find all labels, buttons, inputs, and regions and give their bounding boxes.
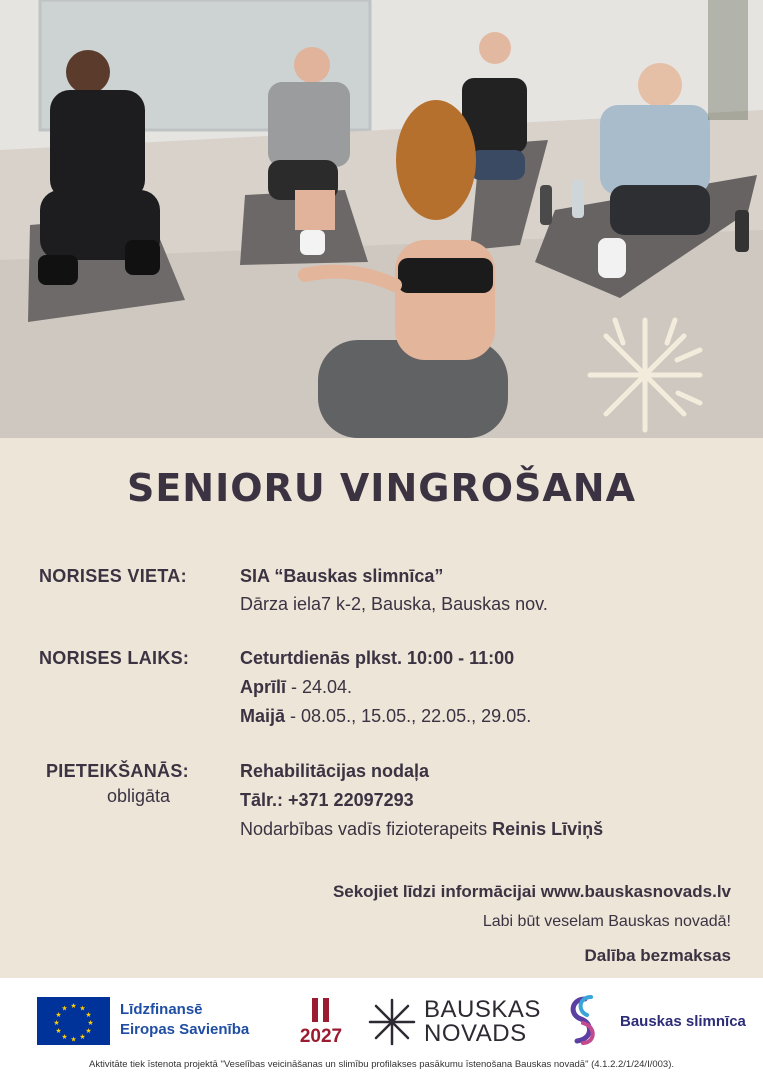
hospital-name: Bauskas slimnīca: [620, 1013, 746, 1030]
april-dates: - 24.04.: [286, 677, 353, 697]
bauska-sunburst-icon: [366, 996, 418, 1048]
leader-line: [240, 819, 603, 840]
follow-link-text: Sekojiet līdzi informācijai www.bauskasnovads.lv: [332, 882, 731, 901]
signup-phone: Tālr.: +371 22097293: [240, 790, 414, 810]
venue-label: NORISES VIETA:: [39, 566, 187, 586]
eu-cofunded-line2: Eiropas Savienība: [120, 1021, 250, 1038]
april-dates-line: [240, 677, 352, 698]
may-dates: - 08.05., 15.05., 22.05., 29.05.: [285, 706, 532, 726]
svg-text:★: ★: [85, 1011, 92, 1019]
latvia-2027-logo: [292, 996, 350, 1048]
time-label: NORISES LAIKS:: [39, 648, 190, 668]
venue-address: Dārza iela7 k-2, Bauska, Bauskas nov.: [240, 594, 548, 614]
svg-text:★: ★: [55, 1027, 62, 1035]
svg-text:★: ★: [61, 1033, 68, 1041]
svg-text:★: ★: [70, 1002, 77, 1010]
svg-text:★: ★: [87, 1019, 94, 1027]
hero-photo: [0, 0, 763, 438]
svg-text:★: ★: [79, 1004, 86, 1013]
sunburst-icon: [585, 315, 705, 435]
svg-text:★: ★: [70, 1035, 77, 1044]
svg-text:★: ★: [85, 1027, 92, 1035]
hospital-logo-icon: [563, 993, 605, 1047]
may-label: Maijā: [240, 706, 286, 726]
free-participation: Dalība bezmaksas: [584, 946, 731, 965]
svg-text:★: ★: [55, 1011, 62, 1019]
eu-cofunded-line1: Līdzfinansē: [120, 1001, 203, 1018]
bauskas-novads-line2: NOVADS: [424, 1020, 527, 1047]
eu-flag-icon: [37, 997, 110, 1045]
signup-sublabel: obligāta: [107, 786, 171, 806]
leader-name: Reinis Līviņš: [492, 819, 604, 839]
logo-2027-text: 2027: [299, 1026, 343, 1047]
page-title: SENIORU VINGROŠANA: [126, 466, 636, 510]
bauskas-novads-line1: BAUSKAS: [424, 996, 541, 1023]
venue-name: SIA “Bauskas slimnīca”: [240, 566, 444, 586]
signup-label: PIETEIKŠANĀS:: [46, 761, 189, 781]
slogan: Labi būt veselam Bauskas novadā!: [482, 913, 731, 930]
may-dates-line: [240, 706, 531, 727]
project-note: Aktivitāte tiek īstenota projektā "Veselības veicināšanas un slimību profilakses pasākumu īstenošana Bauskas novadā" (4.1.2.2/1/24/I/003).: [89, 1059, 674, 1070]
april-label: Aprīlī: [240, 677, 287, 697]
svg-text:★: ★: [79, 1033, 86, 1041]
signup-department: Rehabilitācijas nodaļa: [240, 761, 430, 781]
time-schedule: Ceturtdienās plkst. 10:00 - 11:00: [240, 648, 515, 668]
svg-text:★: ★: [53, 1019, 60, 1027]
svg-text:★: ★: [61, 1004, 68, 1013]
leader-prefix: Nodarbības vadīs fizioterapeits: [240, 819, 493, 839]
